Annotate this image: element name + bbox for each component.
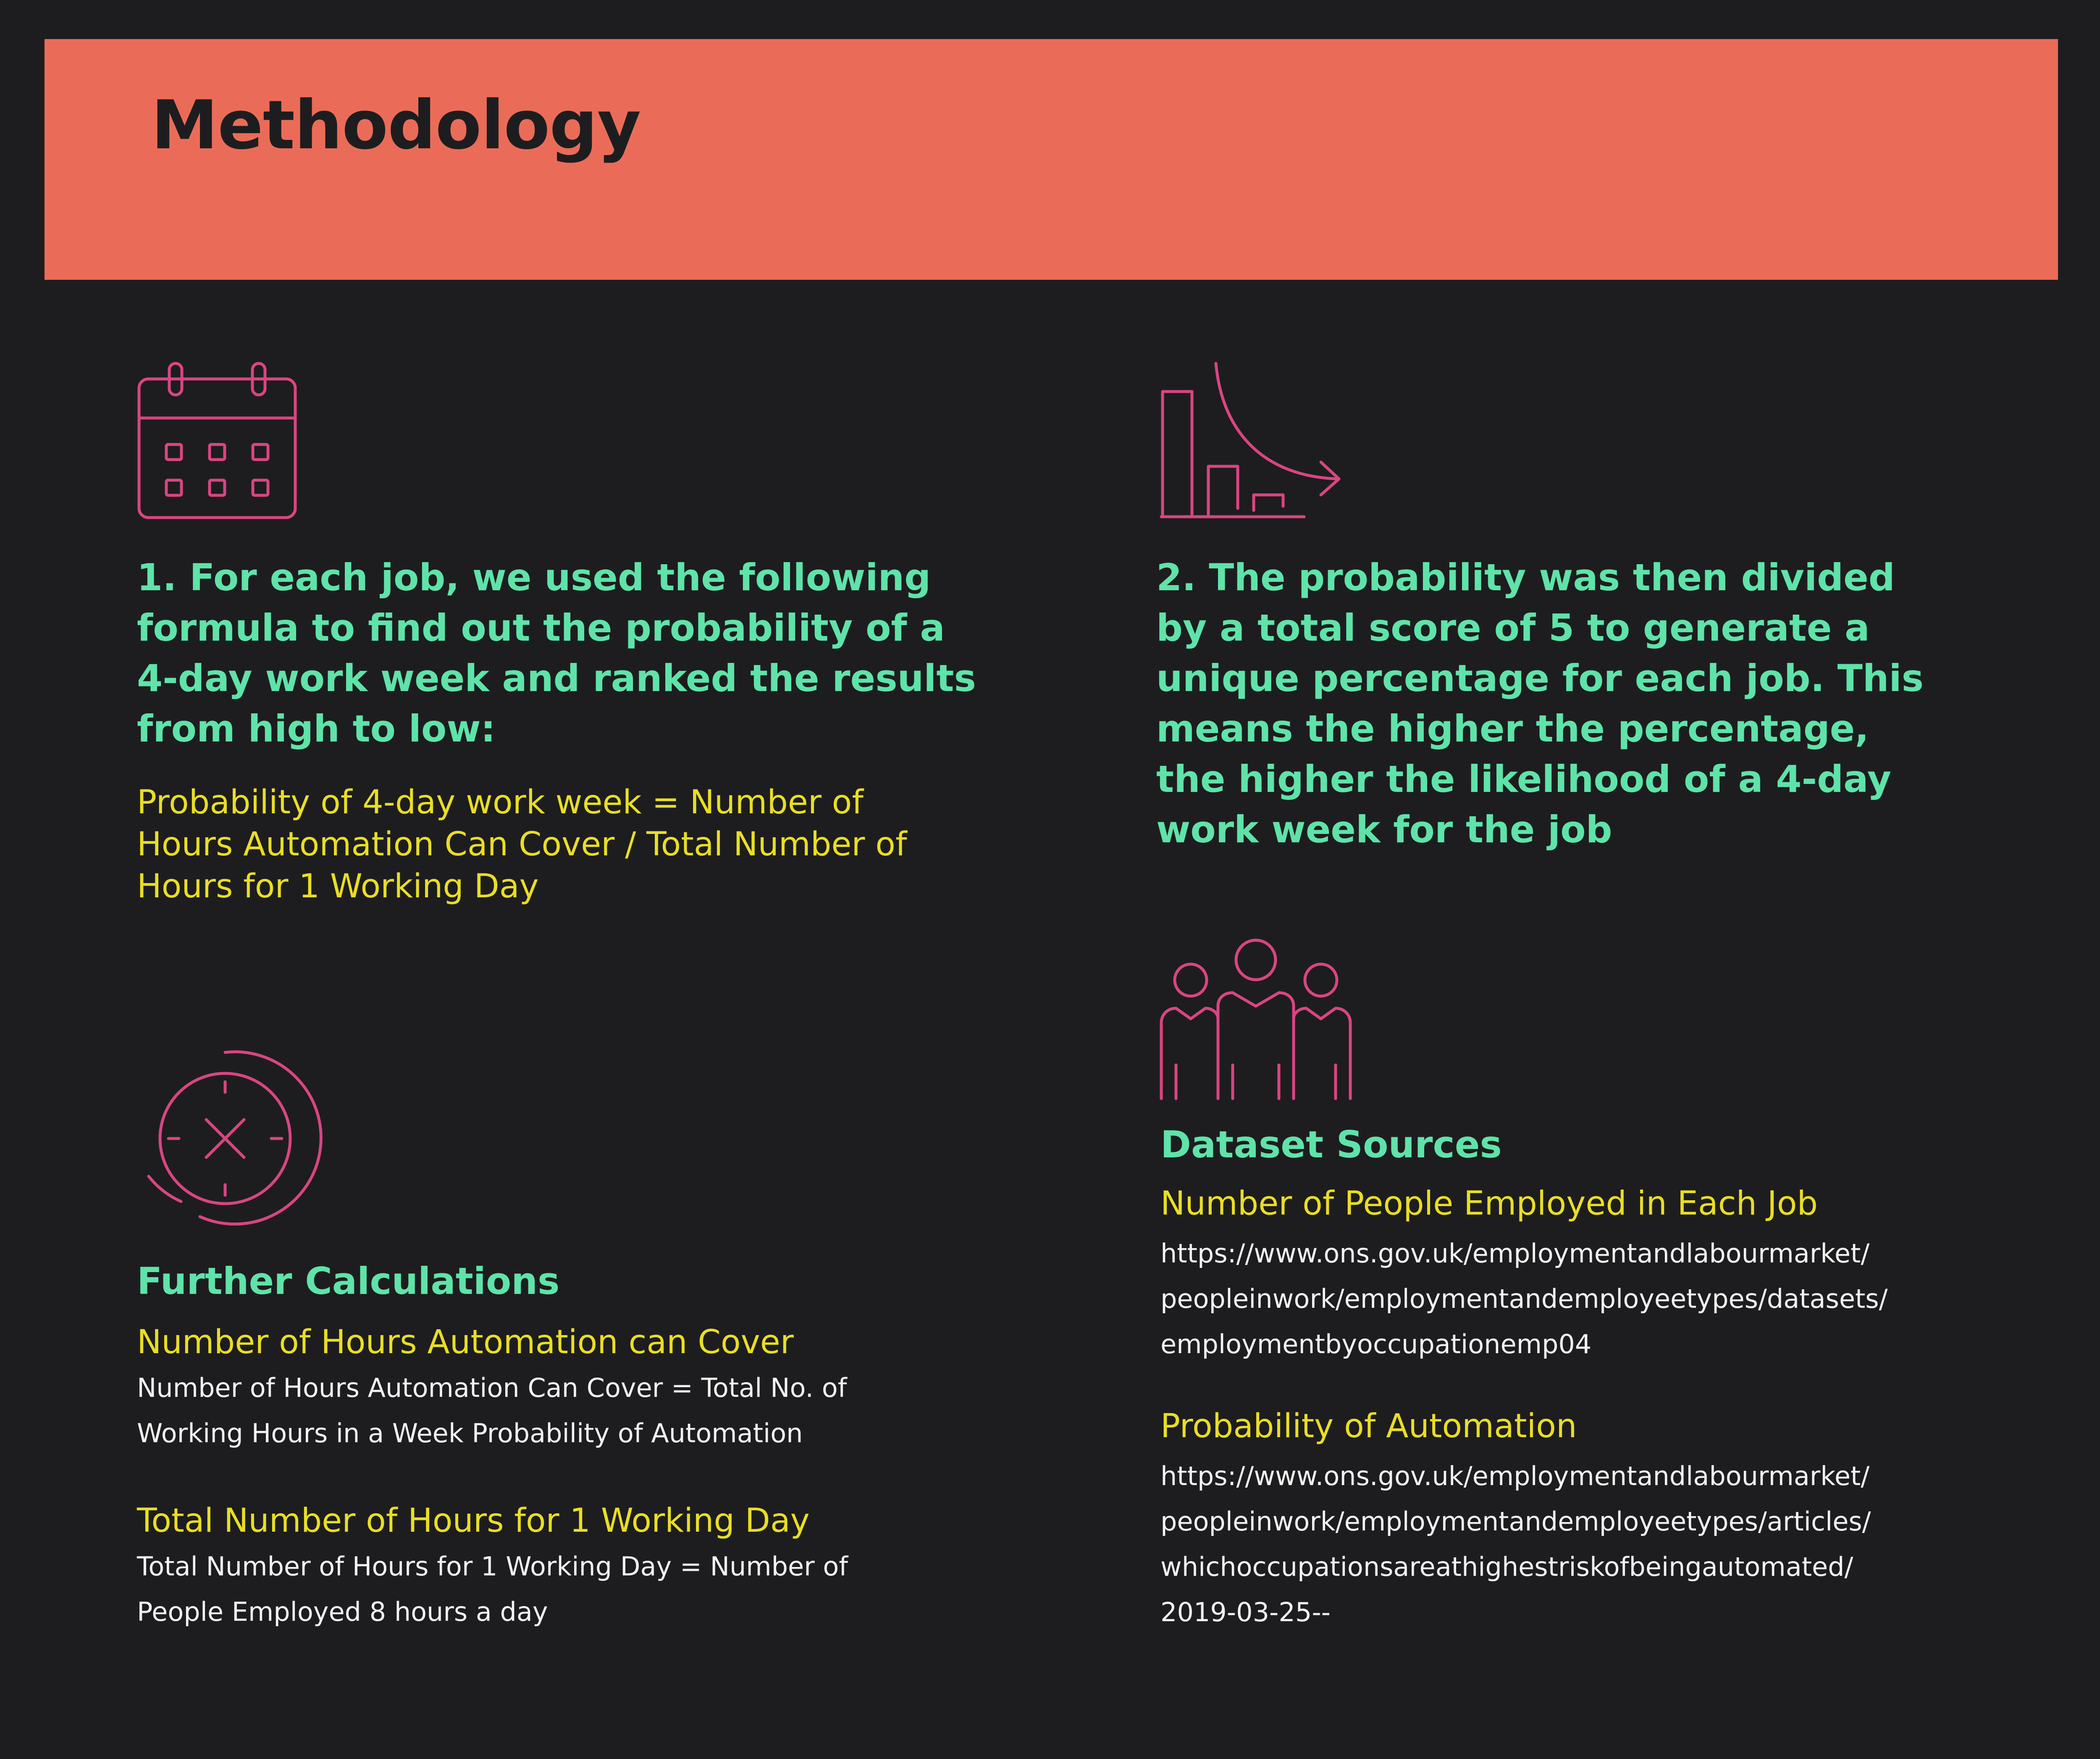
page-title: Methodology — [151, 86, 641, 164]
clock-icon — [137, 1050, 313, 1227]
further-subtitle: Total Number of Hours for 1 Working Day — [137, 1502, 810, 1540]
further-text — [137, 1365, 1061, 1456]
step1-formula — [137, 781, 1061, 907]
step1-heading-line: 1. For each job, we used the following — [137, 556, 931, 599]
step1-formula-line: Probability of 4-day work week = Number of — [137, 784, 864, 821]
step2-heading-line: 2. The probability was then divided — [1156, 556, 1895, 599]
calendar-icon — [137, 361, 297, 521]
sources-url-line: whichoccupationsareathighestriskofbeingautomated/ — [1160, 1551, 1853, 1582]
sources-title: Dataset Sources — [1160, 1123, 1502, 1166]
sources-url — [1160, 1454, 2042, 1635]
further-subtitle: Number of Hours Automation can Cover — [137, 1323, 794, 1361]
further-text-line: Working Hours in a Week Probability of Automation — [137, 1418, 803, 1449]
step1-formula-line: Hours Automation Can Cover / Total Number of — [137, 826, 907, 863]
step1-heading-line: 4-day work week and ranked the results — [137, 657, 976, 700]
sources-url-line: https://www.ons.gov.uk/employmentandlabourmarket/ — [1160, 1238, 1870, 1269]
step2-heading — [1156, 552, 2038, 855]
sources-subtitle: Number of People Employed in Each Job — [1160, 1185, 1818, 1223]
sources-url-line: 2019-03-25-- — [1160, 1597, 1331, 1628]
sources-url-line: employmentbyoccupationemp04 — [1160, 1329, 1592, 1359]
step1-heading-line: from high to low: — [137, 707, 496, 750]
further-text-line: Number of Hours Automation Can Cover = Total No. of — [137, 1372, 847, 1403]
sources-url — [1160, 1231, 2042, 1367]
further-text-line: People Employed 8 hours a day — [137, 1596, 548, 1627]
step2-heading-line: means the higher the percentage, — [1156, 707, 1869, 750]
sources-url-line: peopleinwork/employmentandemployeetypes/datasets/ — [1160, 1283, 1888, 1314]
sources-url-line: peopleinwork/employmentandemployeetypes/articles/ — [1160, 1506, 1871, 1537]
step1-formula-line: Hours for 1 Working Day — [137, 868, 539, 905]
decline-chart-icon — [1159, 361, 1348, 521]
step2-heading-line: by a total score of 5 to generate a — [1156, 606, 1870, 649]
step1-heading-line: formula to find out the probability of a — [137, 606, 945, 649]
step1-heading — [137, 552, 1019, 754]
step2-heading-line: unique percentage for each job. This — [1156, 657, 1924, 700]
further-text — [137, 1544, 1061, 1635]
further-title: Further Calculations — [137, 1259, 560, 1303]
further-text-line: Total Number of Hours for 1 Working Day = Number of — [137, 1551, 848, 1582]
people-group-icon — [1159, 939, 1352, 1103]
sources-subtitle: Probability of Automation — [1160, 1407, 1577, 1445]
step2-heading-line: work week for the job — [1156, 808, 1612, 851]
step2-heading-line: the higher the likelihood of a 4-day — [1156, 757, 1892, 801]
sources-url-line: https://www.ons.gov.uk/employmentandlabourmarket/ — [1160, 1461, 1870, 1491]
